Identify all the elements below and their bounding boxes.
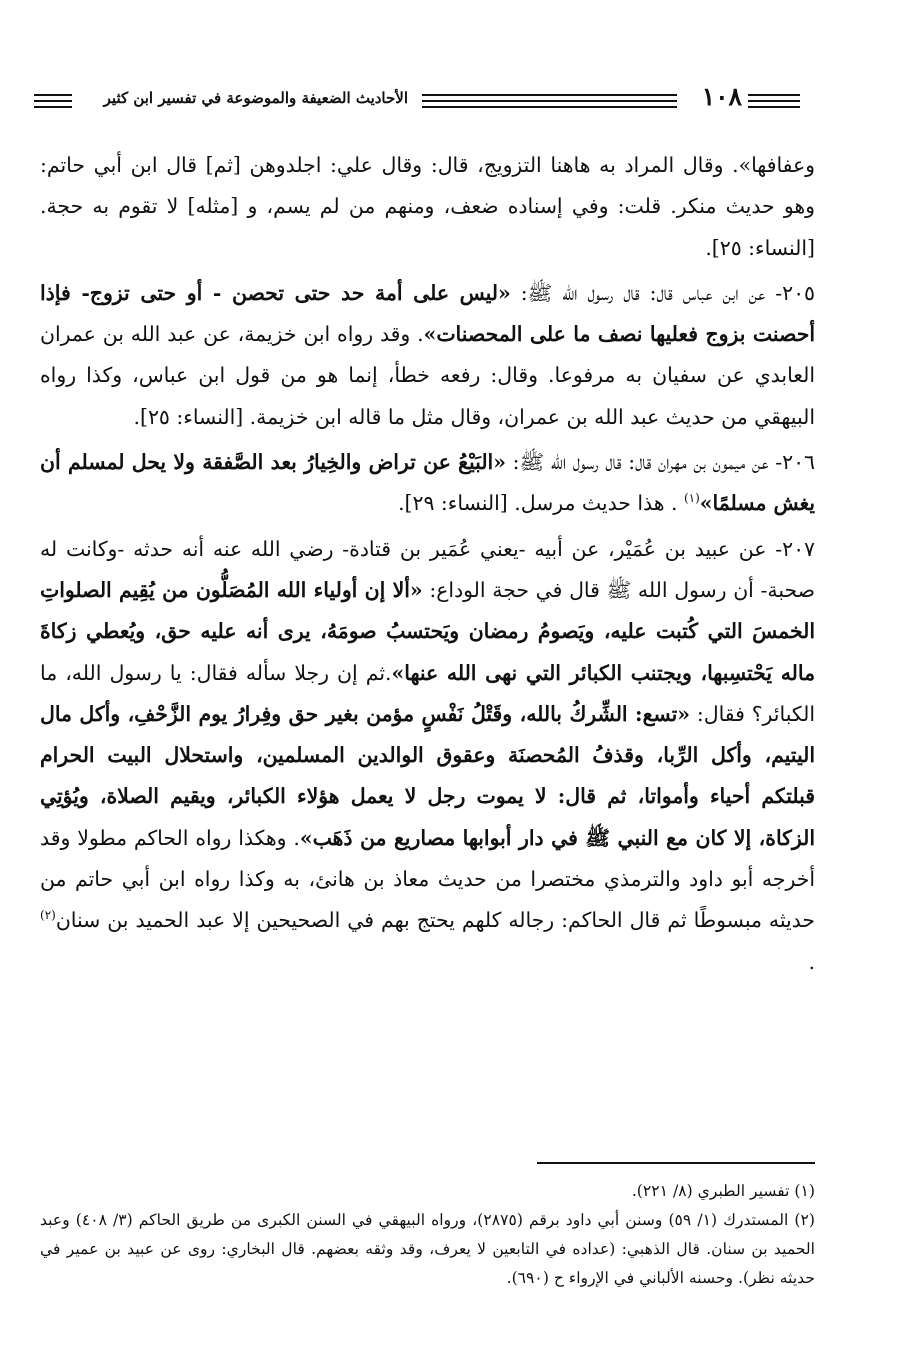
hadith-205 — [40, 273, 815, 438]
footnote-separator — [537, 1162, 815, 1164]
header-rule-mid-1 — [422, 94, 677, 96]
hadith-quote: «البَيْعُ عن تراض والخِيارُ بعد الصَّفقة ولا يحل لمسلم أن يغش مسلمًا» — [40, 450, 815, 516]
footnotes — [40, 1177, 815, 1293]
hadith-commentary: . وقد رواه ابن خزيمة، عن عبد الله بن عمران العابدي عن سفيان به مرفوعا. وقال: رفعه خطأ، إنما هو من قول ابن عباس، وكذا رواه البيهقي من حديث عبد الله بن عمران، وقال مثل ما قاله ابن خزيمة. [النساء: ٢٥]. — [40, 322, 815, 429]
header-rule-left-2 — [34, 100, 72, 102]
header-rule-right-3 — [748, 106, 800, 108]
footnote-1: (١) تفسير الطبري (٨/ ٢٢١). — [631, 1182, 815, 1200]
hadith-intro: عن عبيد بن عُمَيْر، عن أبيه -يعني عُمَير بن قتادة- رضي الله عنه أنه حدثه -وكانت له صحبة- أن رسول الله ﷺ قال في حجة الوداع: — [40, 536, 815, 602]
main-text — [40, 145, 815, 983]
hadith-commentary: . وهكذا رواه الحاكم مطولا وقد أخرجه أبو داود والترمذي مختصرا من حديث معاذ بن هانئ، به وكذا رواه ابن أبي حاتم من حديثه مبسوطًا ثم قال الحاكم: رجاله كلهم يحتج بهم في الصحيحين إلا عبد الحميد بن سنان — [40, 825, 815, 933]
header-rule-left-1 — [34, 94, 72, 96]
header-rule-mid-2 — [422, 100, 677, 102]
hadith-number: ٢٠٦- — [768, 450, 815, 475]
hadith-number: ٢٠٧- — [766, 536, 815, 561]
header-rule-left-3 — [34, 106, 72, 108]
footnote-ref-2: (٢) — [40, 908, 56, 923]
running-title: الأحاديث الضعيفة والموضوعة في تفسير ابن كثير — [103, 89, 408, 107]
hadith-207 — [40, 529, 815, 983]
hadith-intro: عن ميمون بن مهران قال: قال رسول الله ﷺ: — [505, 450, 769, 475]
page-header — [28, 78, 808, 122]
footnote-ref-1: (١) — [683, 491, 700, 506]
hadith-number: ٢٠٥- — [765, 280, 815, 305]
hadith-commentary: . هذا حديث مرسل. [النساء: ٢٩]. — [398, 491, 684, 516]
header-rule-right-2 — [748, 100, 800, 102]
header-rule-right-1 — [748, 94, 800, 96]
hadith-206 — [40, 442, 815, 525]
hadith-quote-answer: «تسع: الشِّركُ بالله، وقَتْلُ نَفْسٍ مؤمن بغير حق وفِرارُ يوم الزَّحْفِ، وأكل مال اليتيم، وأكل الرِّبا، وقذفُ المُحصنَة وعقوق الوالدين المسلمين، واستحلال البيت الحرام قبلتكم أحياء وأمواتا، ثم قال: لا يموت رجل لا يعمل هؤلاء الكبائر، ويقيم الصلاة، ويُؤتِي الزكاة، إلا كان مع النبي ﷺ في دار أبوابها مصاريع من ذَهَب» — [40, 701, 815, 850]
hadith-intro: عن ابن عباس قال: قال رسول الله ﷺ: — [510, 280, 766, 305]
hadith-question: .ثم إن رجلا سأله فقال: يا رسول الله، ما الكبائر؟ فقال: — [40, 660, 815, 726]
hadith-quote: «ألا إن أولياء الله المُصَلُّون من يُقِيم الصلواتِ الخمسَ التي كُتبت عليه، ويَصومُ رمضان ويَحتسبُ صومَهُ، يرى أنه عليه حق، ويُعطي زكاةَ ماله يَحْتسِبها، ويجتنب الكبائر التي نهى الله عنها» — [40, 577, 816, 685]
paragraph-continuation: وعفافها». وقال المراد به هاهنا التزويج، قال: وقال علي: اجلدوهن [ثم] قال ابن أبي حاتم: وهو حديث منكر. قلت: وفي إسناده ضعف، ومنهم من لم يسم، و [مثله] لا تقوم به حجة. [النساء: ٢٥]. — [40, 153, 815, 260]
footnote-2: (٢) المستدرك (١/ ٥٩) وسنن أبي داود برقم (٢٨٧٥)، ورواه البيهقي في السنن الكبرى من طريق الحاكم (٣/ ٤٠٨) وعبد الحميد بن سنان. قال الذهبي: (عداده في التابعين لا يعرف، وقد وثقه بعضهم. قال البخاري: روى عن عبيد بن عمير في حديثه نظر). وحسنه الألباني في الإرواء ح (٦٩٠). — [40, 1211, 815, 1287]
page-number: ١٠٨ — [701, 82, 742, 111]
header-rule-mid-3 — [422, 106, 677, 108]
closing-punctuation: . — [808, 949, 815, 974]
hadith-quote: «ليس على أمة حد حتى تحصن - أو حتى تزوج- فإذا أحصنت بزوج فعليها نصف ما على المحصنات» — [40, 280, 815, 347]
